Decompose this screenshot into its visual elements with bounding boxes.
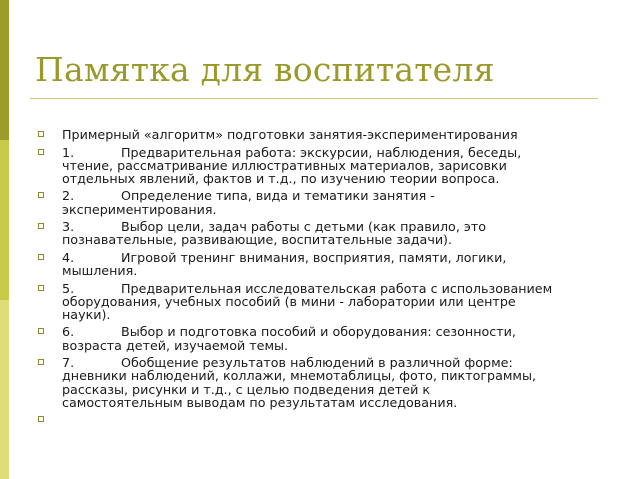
- memo-list: [38, 128, 598, 431]
- list-item-text: рассказы, рисунки и т.д., с целью подведения детей к: [62, 381, 431, 397]
- list-item-text: познавательные, развивающие, воспитательные задачи).: [62, 232, 453, 248]
- square-bullet-icon: [38, 149, 44, 155]
- square-bullet-icon: [38, 254, 44, 260]
- list-item: [38, 282, 598, 322]
- square-bullet-icon: [38, 192, 44, 198]
- list-item-text: дневники наблюдений, коллажи, мнемотаблицы, фото, пиктограммы,: [62, 368, 537, 384]
- list-item: [38, 251, 598, 277]
- square-bullet-icon: [38, 223, 44, 229]
- square-bullet-icon: [38, 285, 44, 291]
- list-item: [38, 413, 598, 426]
- list-item-number: 1.: [62, 144, 75, 160]
- list-item-text: экспериментирования.: [62, 201, 217, 217]
- side-accent-bar: [0, 0, 9, 479]
- list-item: [38, 146, 598, 186]
- list-item-line: [62, 203, 598, 216]
- list-item-text: Определение типа, вида и тематики занятия -: [121, 188, 435, 204]
- list-item-line: [62, 339, 598, 352]
- list-item-number: 5.: [62, 280, 75, 296]
- square-bullet-icon: [38, 131, 44, 137]
- list-item-line: [62, 396, 598, 409]
- side-bar-segment-bottom: [0, 300, 9, 479]
- square-bullet-icon: [38, 359, 44, 365]
- list-item: [38, 220, 598, 246]
- list-item-text: Игровой тренинг внимания, восприятия, памяти, логики,: [121, 249, 507, 265]
- list-item-text: Выбор и подготовка пособий и оборудования: сезонности,: [121, 324, 516, 340]
- list-item-text: Предварительная работа: экскурсии, наблюдения, беседы,: [121, 144, 522, 160]
- list-item-text: мышления.: [62, 263, 138, 279]
- list-item-line: [62, 172, 598, 185]
- list-item-line: [62, 251, 598, 264]
- square-bullet-icon: [38, 328, 44, 334]
- list-item: [38, 325, 598, 351]
- list-item-text: оборудования, учебных пособий (в мини - лаборатории или центре: [62, 293, 516, 309]
- side-bar-segment-top: [0, 0, 9, 140]
- list-item-number: 4.: [62, 249, 75, 265]
- list-item-line: [62, 308, 598, 321]
- list-item-number: 7.: [62, 355, 75, 371]
- list-item-text: Предварительная исследовательская работа с использованием: [121, 280, 553, 296]
- list-item-text: Примерный «алгоритм» подготовки занятия-экспериментирования: [62, 127, 518, 142]
- list-item-line: [62, 295, 598, 308]
- square-bullet-icon: [38, 416, 44, 422]
- list-item-line: [62, 413, 598, 426]
- list-item: [38, 356, 598, 409]
- slide-title: Памятка для воспитателя: [35, 50, 495, 89]
- list-item-number: 6.: [62, 324, 75, 340]
- side-bar-segment-middle: [0, 140, 9, 300]
- list-item-text: Выбор цели, задач работы с детьми (как правило, это: [121, 219, 487, 235]
- list-item-number: 2.: [62, 188, 75, 204]
- list-item-line: [62, 264, 598, 277]
- list-item-text: Обобщение результатов наблюдений в различной форме:: [121, 355, 513, 371]
- list-item: [38, 128, 598, 141]
- list-item-text: самостоятельным выводам по результатам исследования.: [62, 394, 458, 410]
- title-divider: [30, 98, 598, 99]
- list-item-line: [62, 233, 598, 246]
- list-item-text: науки).: [62, 306, 111, 322]
- list-item-text: чтение, рассматривание иллюстративных материалов, зарисовки: [62, 157, 507, 173]
- list-item-text: отдельных явлений, фактов и т.д., по изучению теории вопроса.: [62, 170, 500, 186]
- list-item: [38, 189, 598, 215]
- list-item-line: [62, 128, 598, 141]
- list-item-text: возраста детей, изучаемой темы.: [62, 337, 289, 353]
- list-item-number: 3.: [62, 219, 75, 235]
